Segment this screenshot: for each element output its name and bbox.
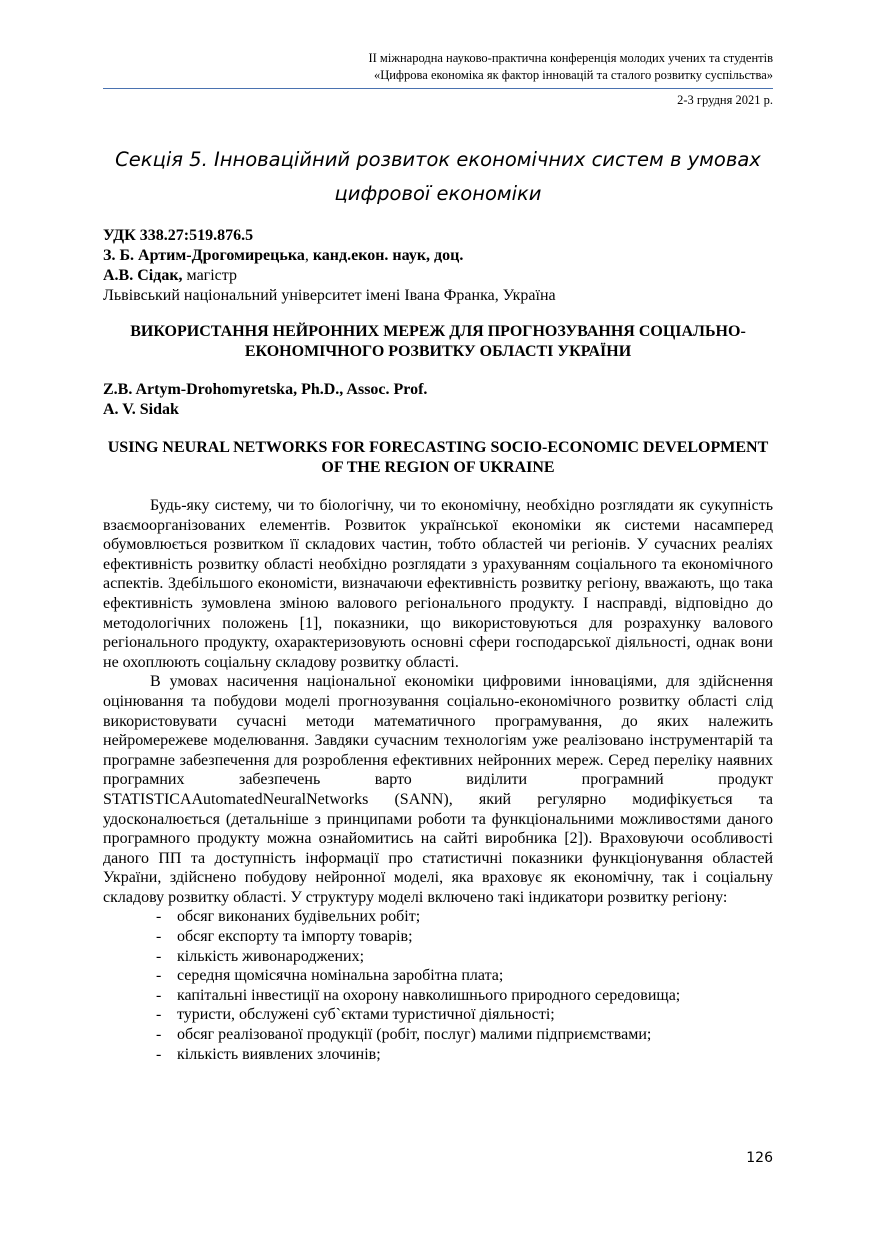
author-1-degree: канд.екон. наук, доц.: [312, 247, 464, 264]
article-title-ua: ВИКОРИСТАННЯ НЕЙРОННИХ МЕРЕЖ ДЛЯ ПРОГНОЗУВАННЯ СОЦІАЛЬНО-ЕКОНОМІЧНОГО РОЗВИТКУ ОБЛАСТІ УКРАЇНИ: [130, 323, 746, 360]
list-item: [103, 1025, 773, 1045]
header-divider: [103, 88, 773, 89]
list-item: [103, 927, 773, 947]
header-date: 2-3 грудня 2021 р.: [677, 93, 773, 107]
article-title-en: USING NEURAL NETWORKS FOR FORECASTING SOCIO-ECONOMIC DEVELOPMENT OF THE REGION OF UKRAINE: [107, 439, 769, 476]
indicator-list: [103, 907, 773, 1064]
author-1-sep: ,: [304, 247, 313, 264]
list-item: [103, 1005, 773, 1025]
list-item-text: кількість живонароджених;: [177, 947, 365, 965]
body-paragraph-2: В умовах насичення національної економіки цифровими інноваціями, для здійснення оцінювання та побудови моделі прогнозування соціально-економічного розвитку області слід використовувати сучасні методи математичного програмування, до яких належить нейромережеве моделювання. Завдяки сучасним технологіям уже реалізовано інструментарій та програмне забезпечення для розроблення ефективних нейронних мереж. Серед переліку наявних програмних забезпечень варто виділити програмний продукт STATISTICAAutomatedNeuralNetworks (SANN), який регулярно модифікується та удосконалюється (детальніше з принципами роботи та функціональними можливостями даного програмного продукту можна ознайомитись на сайті виробника [2]). Враховуючи особливості даного ПП та доступність інформації про статистичні показники функціонування областей України, здійснено побудову нейронної моделі, яка враховує як економічну, так і соціальну складову розвитку області. У структуру моделі включено такі індикатори розвитку регіону:: [103, 673, 773, 906]
list-item: [103, 907, 773, 927]
authors-en: [103, 380, 773, 420]
list-bullet: -: [156, 908, 162, 926]
list-item-text: обсяг експорту та імпорту товарів;: [177, 928, 413, 946]
author-en-1: Z.B. Artym-Drohomyretska, Ph.D., Assoc. Prof.: [103, 381, 428, 398]
author-line-2: [103, 266, 773, 286]
list-item: [103, 947, 773, 967]
body-paragraph-1: Будь-яку систему, чи то біологічну, чи то економічну, необхідно розглядати як сукупність взаємоорганізованих елементів. Розвиток української економіки як системи насамперед обумовлюється розвитком її складових частин, тобто областей чи регіонів. У сучасних реаліях ефективність розвитку області необхідно розглядати з урахуванням соціального та економічного аспектів. Здебільшого економісти, визначаючи ефективність розвитку регіону, вважають, що така ефективність зумовлена зміною валового регіонального продукту. І насправді, відповідно до методологічних положень [1], показники, що використовуються для розрахунку валового регіонального продукту, охарактеризовують основні сфери господарської діяльності, однак вони не охоплюють соціальну складову розвитку області.: [103, 497, 773, 671]
list-item-text: обсяг реалізованої продукції (робіт, послуг) малими підприємствами;: [177, 1026, 652, 1044]
author-en-2: A. V. Sidak: [103, 401, 179, 418]
affiliation: Львівський національний університет імені Івана Франка, Україна: [103, 287, 556, 304]
list-bullet: -: [156, 986, 162, 1004]
section-heading: Секція 5. Інноваційний розвиток економічних систем в умовах цифрової економіки: [115, 148, 761, 205]
list-item-text: середня щомісячна номінальна заробітна плата;: [177, 967, 504, 985]
list-bullet: -: [156, 967, 162, 985]
page-number: 126: [746, 1150, 773, 1166]
list-bullet: -: [156, 1006, 162, 1024]
author-2-degree: магістр: [182, 267, 237, 284]
list-item: [103, 966, 773, 986]
list-item-text: обсяг виконаних будівельних робіт;: [177, 908, 421, 926]
list-bullet: -: [156, 1045, 162, 1063]
udk-code: УДК 338.27:519.876.5: [103, 227, 254, 244]
list-item: [103, 1045, 773, 1065]
header-conference-line: ІІ міжнародна науково-практична конференція молодих учених та студентів: [368, 51, 773, 65]
list-bullet: -: [156, 928, 162, 946]
author-2-name: А.В. Сідак,: [103, 267, 183, 284]
running-header: [103, 50, 773, 84]
header-conference-title: «Цифрова економіка як фактор інновацій та сталого розвитку суспільства»: [373, 68, 773, 82]
author-1-name: З. Б. Артим-Дрогомирецька: [103, 247, 305, 264]
author-line-1: [103, 246, 773, 266]
list-bullet: -: [156, 1026, 162, 1044]
list-bullet: -: [156, 947, 162, 965]
list-item-text: капітальні інвестиції на охорону навколишнього природного середовища;: [177, 986, 681, 1004]
article-body: [103, 496, 773, 1064]
list-item: [103, 986, 773, 1006]
article-meta: [103, 226, 773, 306]
list-item-text: кількість виявлених злочинів;: [177, 1045, 381, 1063]
list-item-text: туристи, обслужені суб`єктами туристичної діяльності;: [177, 1006, 555, 1024]
